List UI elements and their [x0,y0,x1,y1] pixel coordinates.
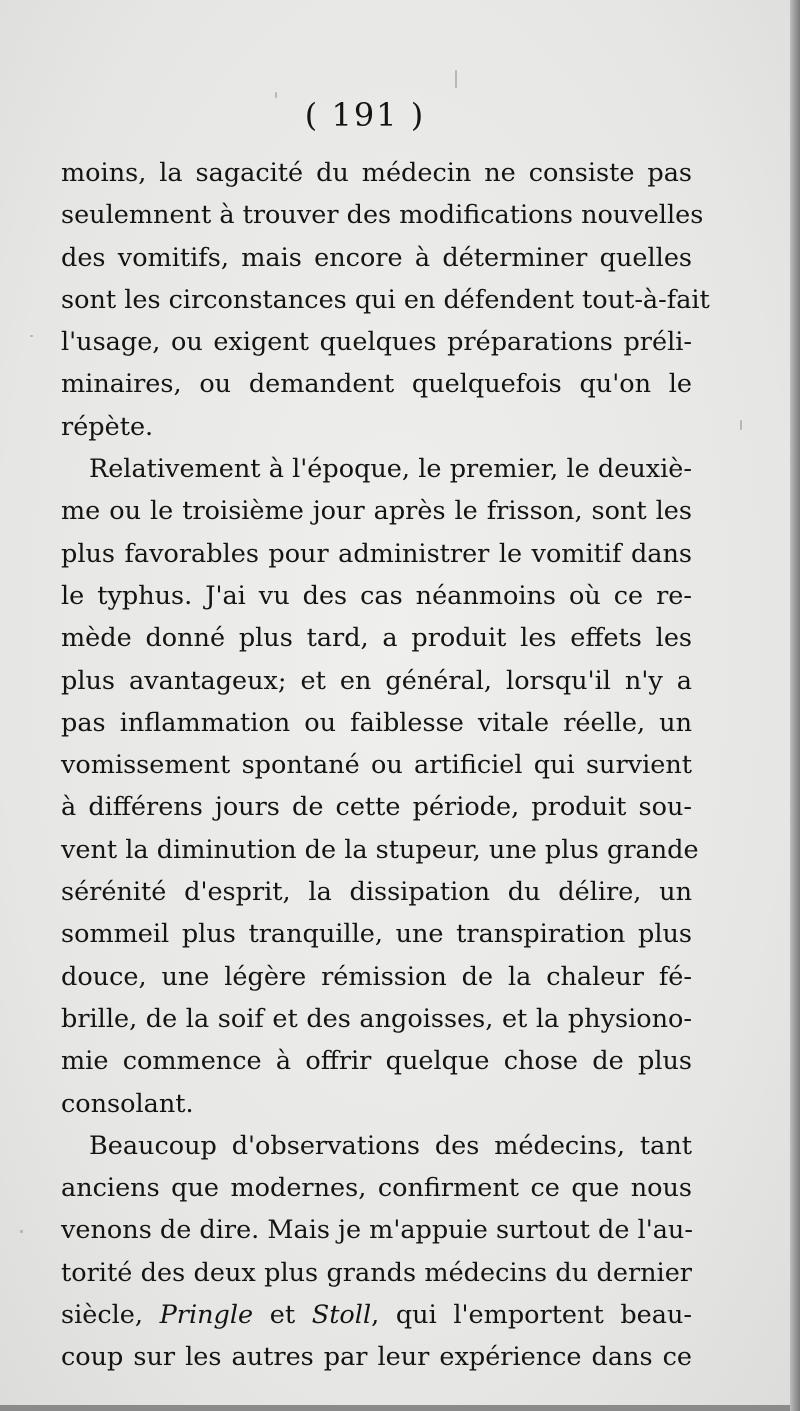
text-line: anciens que modernes, confirment ce que nous [61,1173,692,1204]
scan-speck [20,1230,23,1233]
text-line: sommeil plus tranquille, une transpiration plus [61,919,692,950]
text-line: le typhus. J'ai vu des cas néanmoins où ce re- [61,580,692,611]
text-line: mie commence à offrir quelque chose de plus [61,1046,692,1077]
text-line: moins, la sagacité du médecin ne consiste pas [61,158,692,188]
text-line: douce, une légère rémission de la chaleur fé- [61,961,692,992]
text-line: minaires, ou demandent quelquefois qu'on le [61,369,692,400]
paragraph-3 [61,1125,692,1379]
text-line: vomissement spontané ou artificiel qui survient [61,750,692,781]
text-line: sont les circonstances qui en défendent tout-à-fait [61,284,710,315]
scan-speck [275,92,277,98]
text-line: sérénité d'esprit, la dissipation du délire, un [61,877,692,908]
text-line: Beaucoup d'observations des médecins, tant [89,1130,692,1161]
text-line: seulemnent à trouver des modifications nouvelles [61,200,704,231]
page-edge-shadow [790,0,800,1411]
text-line: plus avantageux; et en général, lorsqu'il n'y a [61,665,692,696]
text-line: des vomitifs, mais encore à déterminer quelles [61,242,692,273]
body-text [61,152,710,1379]
text-line: brille, de la soif et des angoisses, et la physiono- [61,1003,692,1034]
page-number: ( 191 ) [304,96,426,134]
text-line: me ou le troisième jour après le frisson, sont les [61,496,692,527]
text-line: mède donné plus tard, a produit les effets les [61,623,692,654]
text-line: à différens jours de cette période, produit sou- [61,792,692,823]
text-line: venons de dire. Mais je m'appuie surtout de l'au- [61,1215,693,1246]
text-line: coup sur les autres par leur expérience dans ce [61,1342,692,1373]
text-line-with-names [61,1294,692,1336]
text-line: l'usage, ou exigent quelques préparations préli- [61,327,692,358]
scan-speck [455,70,457,88]
scan-speck [30,335,33,337]
text-line: pas inflammation ou faiblesse vitale réelle, un [61,707,692,738]
paragraph-2 [61,448,699,1125]
text-line: Relativement à l'époque, le premier, le deuxiè- [89,454,692,485]
line-text: siècle, Pringle et Stoll, qui l'emportent beau- [61,1300,692,1331]
text-line: consolant. [61,1088,194,1119]
text-line: vent la diminution de la stupeur, une plus grande [61,834,699,865]
scan-speck [740,420,742,430]
text-line: répète. [61,411,154,442]
text-line: plus favorables pour administrer le vomitif dans [61,538,692,569]
paragraph-1 [61,152,710,448]
text-line: torité des deux plus grands médecins du dernier [61,1257,692,1288]
